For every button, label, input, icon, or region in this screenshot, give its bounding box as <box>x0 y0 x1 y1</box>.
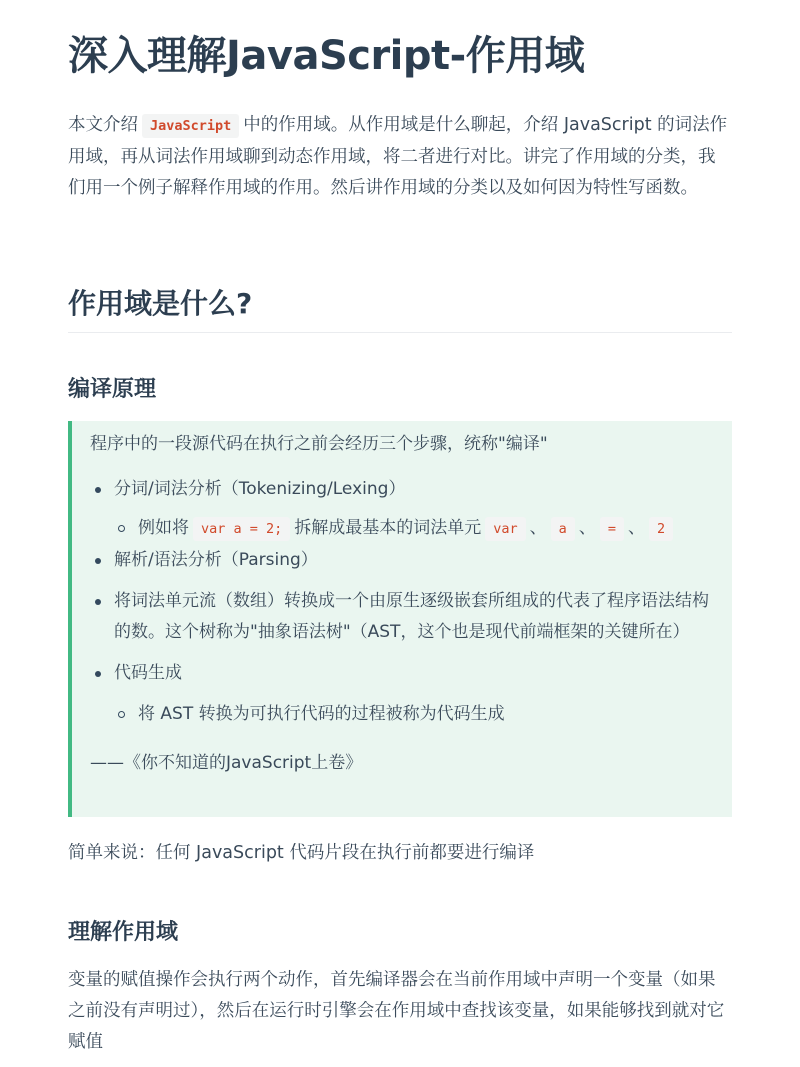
subheading-understand: 理解作用域 <box>68 920 179 945</box>
token-code: a <box>551 517 575 541</box>
sub-text: 例如将 <box>138 518 189 538</box>
list-item: 代码生成 <box>90 658 716 689</box>
list-item: 分词/词法分析（Tokenizing/Lexing） <box>90 474 716 505</box>
summary-text: 简单来说：任何 JavaScript 代码片段在执行前都要进行编译 <box>68 843 535 863</box>
separator: 、 <box>578 518 596 538</box>
quote-lead: 程序中的一段源代码在执行之前会经历三个步骤，统称"编译" <box>90 434 548 454</box>
section-heading: 作用域是什么? <box>68 282 732 333</box>
steps-list <box>90 474 716 730</box>
sub-list-item <box>90 513 716 545</box>
intro-text-before: 本文介绍 <box>68 115 138 135</box>
token-code: var <box>485 517 525 541</box>
subheading-compile: 编译原理 <box>68 377 157 402</box>
inline-code: JavaScript <box>142 114 239 138</box>
separator: 、 <box>627 518 645 538</box>
inline-code: var a = 2; <box>193 517 290 541</box>
sub-list-item: 将 AST 转换为可执行代码的过程被称为代码生成 <box>90 699 716 730</box>
blockquote <box>68 421 732 817</box>
list-item: 将词法单元流（数组）转换成一个由原生逐级嵌套所组成的代表了程序语法结构的数。这个树称为"抽象语法树"（AST，这个也是现代前端框架的关键所在） <box>90 586 716 648</box>
sub-text: 拆解成最基本的词法单元 <box>294 518 482 538</box>
separator: 、 <box>529 518 547 538</box>
token-code: 2 <box>649 517 673 541</box>
list-item: 解析/语法分析（Parsing） <box>90 545 716 576</box>
page-title: 深入理解JavaScript-作用域 <box>68 33 585 79</box>
understand-paragraph: 变量的赋值操作会执行两个动作，首先编译器会在当前作用域中声明一个变量（如果之前没有声明过），然后在运行时引擎会在作用域中查找该变量，如果能够找到就对它赋值 <box>68 970 725 1052</box>
intro-text-after: 中的作用域。从作用域是什么聊起，介绍 JavaScript 的词法作用域，再从词法作用域聊到动态作用域，将二者进行对比。讲完了作用域的分类，我们用一个例子解释作用域的作用。然后讲作用域的分类以及如何因为特性写函数。 <box>68 115 728 198</box>
quote-citation: ——《你不知道的JavaScript上卷》 <box>90 753 363 773</box>
intro-paragraph <box>68 110 732 204</box>
token-code: = <box>600 517 624 541</box>
